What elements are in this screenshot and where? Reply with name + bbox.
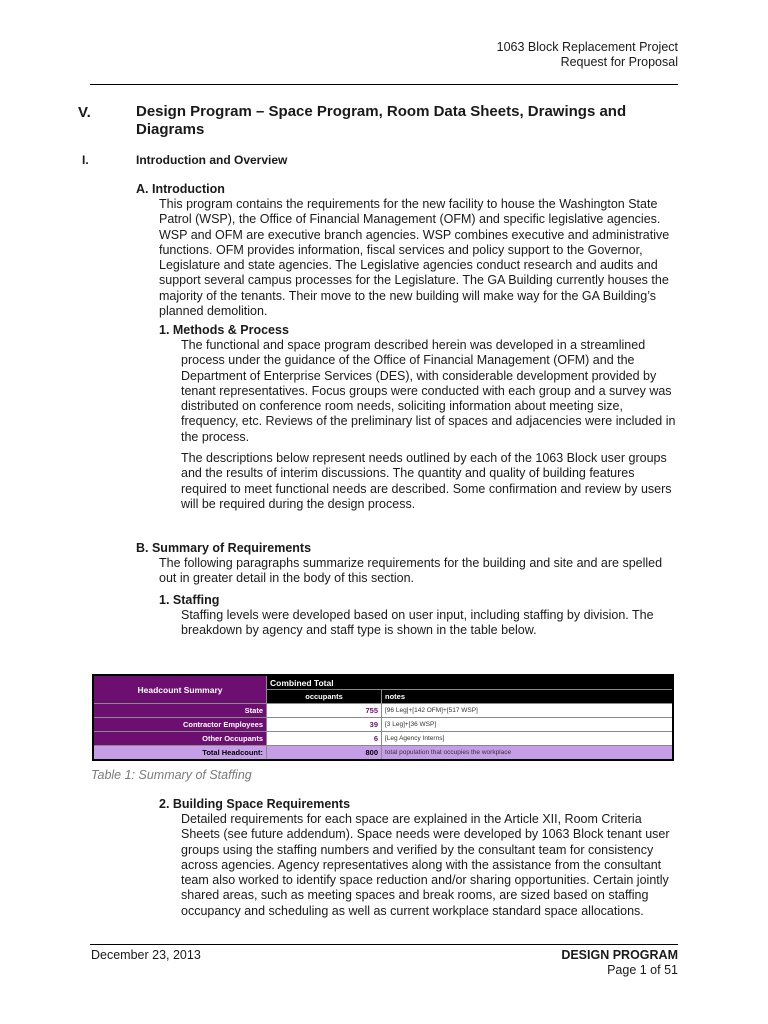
header-rule — [90, 84, 678, 85]
part-number: I. — [82, 153, 89, 167]
document-type: Request for Proposal — [560, 55, 678, 69]
staffing-paragraph: Staffing levels were developed based on user input, including staffing by division. The breakdown by agency and staff type is shown in the table below. — [181, 608, 654, 638]
space-paragraph: Detailed requirements for each space are explained in the Article XII, Room Criteria Sheets (see future addendum). Space needs were developed by 1063 Block tenant user groups using the staffing numbers and verified by the consultant team for consistency across agencies. Agency representatives along with the assistance from the consultant team also worked to identify space reduction and/or sharing opportunities. Certain jointly shared areas, such as meeting spaces and break rooms, are sized based on staffing occupancy and scheduling as well as current workplace standard space allocations. — [181, 812, 670, 918]
space-heading: 2. Building Space Requirements — [159, 797, 351, 811]
group-header-cell: Combined Total — [267, 675, 674, 690]
section-number: V. — [78, 104, 91, 121]
table-caption: Table 1: Summary of Staffing — [91, 768, 252, 782]
part-title: Introduction and Overview — [136, 153, 288, 167]
row-header-cell: Headcount Summary — [93, 675, 267, 704]
methods-paragraph-1: The functional and space program described herein was developed in a streamlined process under the guidance of the Office of Financial Management (OFM) and the Department of Enterprise Services (DES), with considerable development provided by tenant representatives. Focus groups were conducted with each group and a survey was distributed on conference room needs, soliciting information about meeting size, frequency, etc. Reviews of the preliminary list of spaces and adjacencies were included in the process. — [181, 338, 676, 444]
row-note: [3 Leg]+[36 WSP] — [382, 718, 674, 732]
section-title: Design Program – Space Program, Room Data Sheets, Drawings and Diagrams — [136, 103, 627, 138]
intro-paragraph: This program contains the requirements for the new facility to house the Washington State Patrol (WSP), the Office of Financial Management (OFM) and specific legislative agencies. WSP and OFM are executive branch agencies. WSP combines executive and administrative functions. OFM provides information, fiscal services and policy support to the Governor, Legislature and state agencies. The Legislative agencies conduct research and audits and support several campus processes for the Legislature. The GA Building currently houses the majority of the tenants. Their move to the new building will make way for the GA Building’s planned demolition. — [159, 197, 670, 319]
intro-heading: A. Introduction — [136, 182, 225, 196]
summary-paragraph: The following paragraphs summarize requirements for the building and site and are spelled out in greater detail in the body of this section. — [159, 556, 663, 586]
total-note: total population that occupies the workplace — [382, 746, 674, 761]
footer-section: DESIGN PROGRAM — [561, 948, 678, 962]
row-note: [Leg Agency Interns] — [382, 732, 674, 746]
row-label: State — [93, 704, 267, 718]
footer-date: December 23, 2013 — [91, 948, 201, 962]
total-value: 800 — [267, 746, 382, 761]
total-label: Total Headcount: — [93, 746, 267, 761]
footer-rule — [90, 944, 678, 945]
methods-heading: 1. Methods & Process — [159, 323, 289, 337]
methods-paragraph-2: The descriptions below represent needs outlined by each of the 1063 Block user groups and the results of interim discussions. The quantity and quality of building features required to meet functional needs are described. Some confirmation and review by users will be required during the design process. — [181, 451, 672, 511]
page-footer — [561, 948, 678, 978]
headcount-summary-table — [92, 674, 674, 761]
occupants-header: occupants — [267, 690, 382, 704]
row-note: [96 Leg]+[142 OFM]+[517 WSP] — [382, 704, 674, 718]
total-row — [93, 746, 673, 761]
row-value: 755 — [267, 704, 382, 718]
row-label: Contractor Employees — [93, 718, 267, 732]
table-header-row — [93, 675, 673, 690]
notes-header: notes — [382, 690, 674, 704]
table-row — [93, 718, 673, 732]
summary-heading: B. Summary of Requirements — [136, 541, 312, 555]
page-number: Page 1 of 51 — [607, 963, 678, 977]
table-row — [93, 732, 673, 746]
table-row — [93, 704, 673, 718]
row-value: 39 — [267, 718, 382, 732]
row-label: Other Occupants — [93, 732, 267, 746]
staffing-heading: 1. Staffing — [159, 593, 220, 607]
project-name: 1063 Block Replacement Project — [496, 40, 678, 54]
page-header — [497, 40, 678, 70]
row-value: 6 — [267, 732, 382, 746]
